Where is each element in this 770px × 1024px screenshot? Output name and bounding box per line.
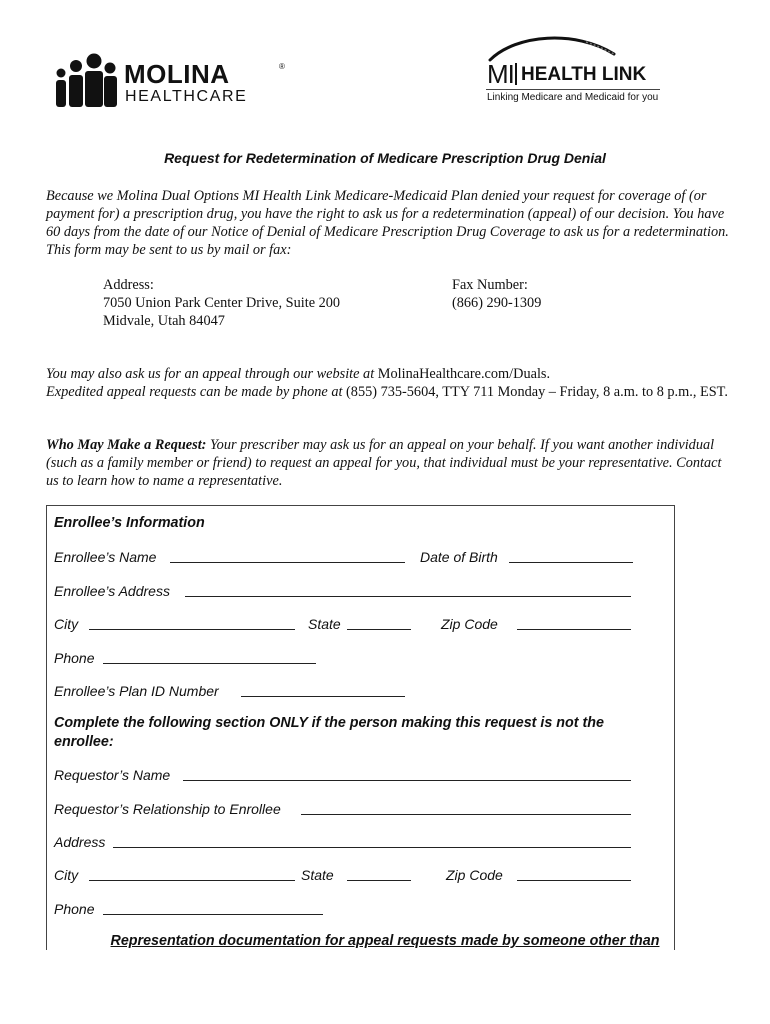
city-field[interactable] — [89, 629, 295, 630]
requestor-zip-field[interactable] — [517, 880, 631, 881]
requestor-city-label: City — [54, 867, 79, 883]
requestor-zip-label: Zip Code — [446, 867, 503, 883]
health-link-wordmark: HEALTH LINK — [521, 64, 647, 85]
who-heading: Who May Make a Request: — [46, 437, 207, 453]
expedited-phone-info: (855) 735-5604, TTY 711 Monday – Friday, 8 a.m. to 8 p.m., EST. — [346, 384, 728, 400]
requestor-state-label: State — [301, 867, 334, 883]
plan-id-label: Enrollee’s Plan ID Number — [54, 683, 219, 699]
molina-people-icon — [54, 52, 120, 108]
enrollee-name-label: Enrollee’s Name — [54, 549, 157, 565]
address-line-1: 7050 Union Park Center Drive, Suite 200 — [103, 295, 341, 311]
page-title: Request for Redetermination of Medicare Prescription Drug Denial — [164, 150, 606, 166]
registered-mark: ® — [279, 62, 285, 71]
relationship-field[interactable] — [301, 814, 631, 815]
fax-info — [452, 276, 541, 312]
swoosh-icon — [486, 32, 626, 62]
fax-label: Fax Number: — [452, 277, 528, 293]
who-may-request-paragraph — [46, 436, 731, 490]
phone-field[interactable] — [103, 663, 316, 664]
state-label: State — [308, 616, 341, 632]
state-field[interactable] — [347, 629, 411, 630]
website-link[interactable]: MolinaHealthcare.com/Duals. — [377, 366, 551, 382]
enrollee-address-label: Enrollee’s Address — [54, 583, 170, 599]
requestor-name-label: Requestor’s Name — [54, 767, 171, 783]
expedited-intro: Expedited appeal requests can be made by phone at — [46, 384, 347, 400]
city-label: City — [54, 616, 79, 632]
mi-wordmark: MI — [487, 59, 514, 89]
zip-field[interactable] — [517, 629, 631, 630]
enrollee-address-field[interactable] — [185, 596, 631, 597]
requestor-section-title: Complete the following section ONLY if the person making this request is not the enrollee: — [54, 715, 604, 750]
relationship-label: Requestor’s Relationship to Enrollee — [54, 801, 281, 817]
online-appeal-paragraph — [46, 365, 731, 401]
molina-healthcare-logo — [54, 50, 285, 110]
molina-wordmark: MOLINA — [124, 59, 230, 89]
enrollee-section-title: Enrollee’s Information — [54, 515, 205, 531]
intro-paragraph: Because we Molina Dual Options MI Health Link Medicare-Medicaid Plan denied your request for coverage of (or payment for) a prescription drug, you have the right to ask us for a redetermination (appeal) of our decision. You have 60 days from the date of our Notice of Denial of Medicare Prescription Drug Coverage to ask us for a redetermination. This form may be sent to us by mail or fax: — [46, 188, 729, 258]
requestor-city-field[interactable] — [89, 880, 295, 881]
requestor-address-field[interactable] — [113, 847, 631, 848]
dob-label: Date of Birth — [420, 549, 498, 565]
mi-health-link-logo — [486, 32, 686, 106]
logo-divider — [515, 63, 517, 85]
website-intro: You may also ask us for an appeal through our website at — [46, 366, 378, 382]
requestor-name-field[interactable] — [183, 780, 631, 781]
address-line-2: Midvale, Utah 84047 — [103, 313, 225, 329]
representation-note: Representation documentation for appeal requests made by someone other than — [110, 933, 660, 949]
requestor-address-label: Address — [54, 834, 106, 850]
requestor-phone-field[interactable] — [103, 914, 323, 915]
fax-number: (866) 290-1309 — [452, 295, 542, 311]
enrollee-form — [46, 505, 675, 950]
requestor-phone-label: Phone — [54, 901, 95, 917]
healthcare-wordmark: HEALTHCARE — [125, 88, 248, 105]
mailing-address — [103, 276, 340, 330]
zip-label: Zip Code — [441, 616, 498, 632]
phone-label: Phone — [54, 650, 95, 666]
who-text: Your prescriber may ask us for an appeal on your behalf. If you want another individual (such as a family member or friend) to request an appeal for you, that individual must be your representative. Contact us to learn how to name a representative. — [46, 437, 722, 489]
enrollee-name-field[interactable] — [170, 562, 405, 563]
logo-tagline: Linking Medicare and Medicaid for you — [487, 92, 659, 103]
dob-field[interactable] — [509, 562, 633, 563]
plan-id-field[interactable] — [241, 696, 405, 697]
address-label: Address: — [103, 277, 154, 293]
requestor-state-field[interactable] — [347, 880, 411, 881]
logo-rule — [486, 89, 660, 90]
